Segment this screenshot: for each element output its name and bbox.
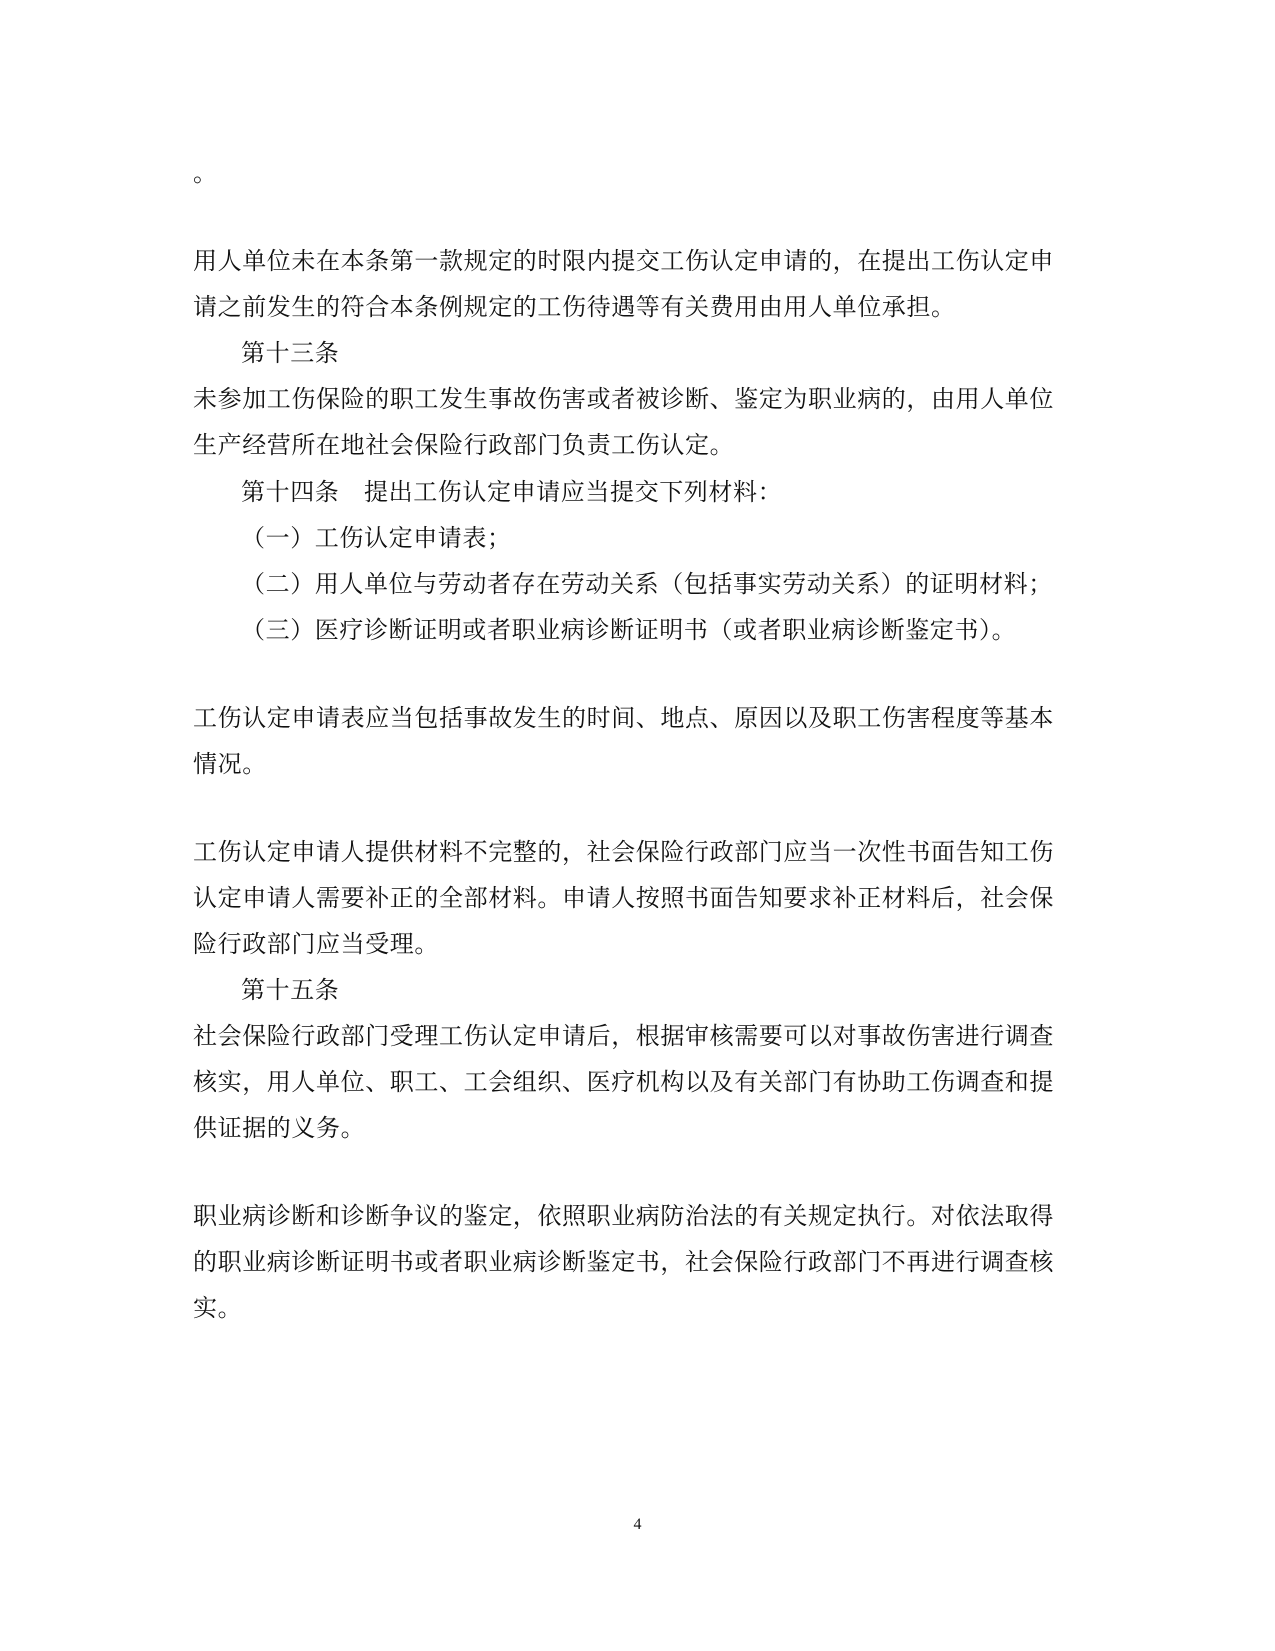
text-line: 生产经营所在地社会保险行政部门负责工伤认定。 — [193, 431, 735, 459]
article-heading: 第十三条 — [241, 339, 340, 367]
list-item: （一）工伤认定申请表； — [241, 524, 512, 552]
list-item: （三）医疗诊断证明或者职业病诊断证明书（或者职业病诊断鉴定书）。 — [241, 616, 1017, 644]
text-line: 供证据的义务。 — [193, 1114, 366, 1142]
text-line: 的职业病诊断证明书或者职业病诊断鉴定书，社会保险行政部门不再进行调查核 — [193, 1248, 1054, 1276]
text-line: 。 — [193, 159, 218, 187]
text-line: 用人单位未在本条第一款规定的时限内提交工伤认定申请的，在提出工伤认定申 — [193, 247, 1054, 275]
text-line: 工伤认定申请表应当包括事故发生的时间、地点、原因以及职工伤害程度等基本 — [193, 704, 1054, 732]
text-line: 未参加工伤保险的职工发生事故伤害或者被诊断、鉴定为职业病的，由用人单位 — [193, 385, 1054, 413]
text-line: 实。 — [193, 1294, 243, 1322]
text-line: 职业病诊断和诊断争议的鉴定，依照职业病防治法的有关规定执行。对依法取得 — [193, 1202, 1054, 1230]
text-line: 情况。 — [193, 750, 267, 778]
list-item: （二）用人单位与劳动者存在劳动关系（包括事实劳动关系）的证明材料； — [241, 570, 1053, 598]
text-line: 社会保险行政部门受理工伤认定申请后，根据审核需要可以对事故伤害进行调查 — [193, 1022, 1054, 1050]
text-line: 工伤认定申请人提供材料不完整的，社会保险行政部门应当一次性书面告知工伤 — [193, 838, 1054, 866]
text-line: 核实，用人单位、职工、工会组织、医疗机构以及有关部门有协助工伤调查和提 — [193, 1068, 1054, 1096]
article-heading: 第十四条 提出工伤认定申请应当提交下列材料： — [241, 478, 783, 506]
article-heading: 第十五条 — [241, 976, 340, 1004]
text-line: 险行政部门应当受理。 — [193, 930, 439, 958]
text-line: 认定申请人需要补正的全部材料。申请人按照书面告知要求补正材料后，社会保 — [193, 884, 1054, 912]
page-number: 4 — [633, 1516, 642, 1533]
text-line: 请之前发生的符合本条例规定的工伤待遇等有关费用由用人单位承担。 — [193, 293, 956, 321]
